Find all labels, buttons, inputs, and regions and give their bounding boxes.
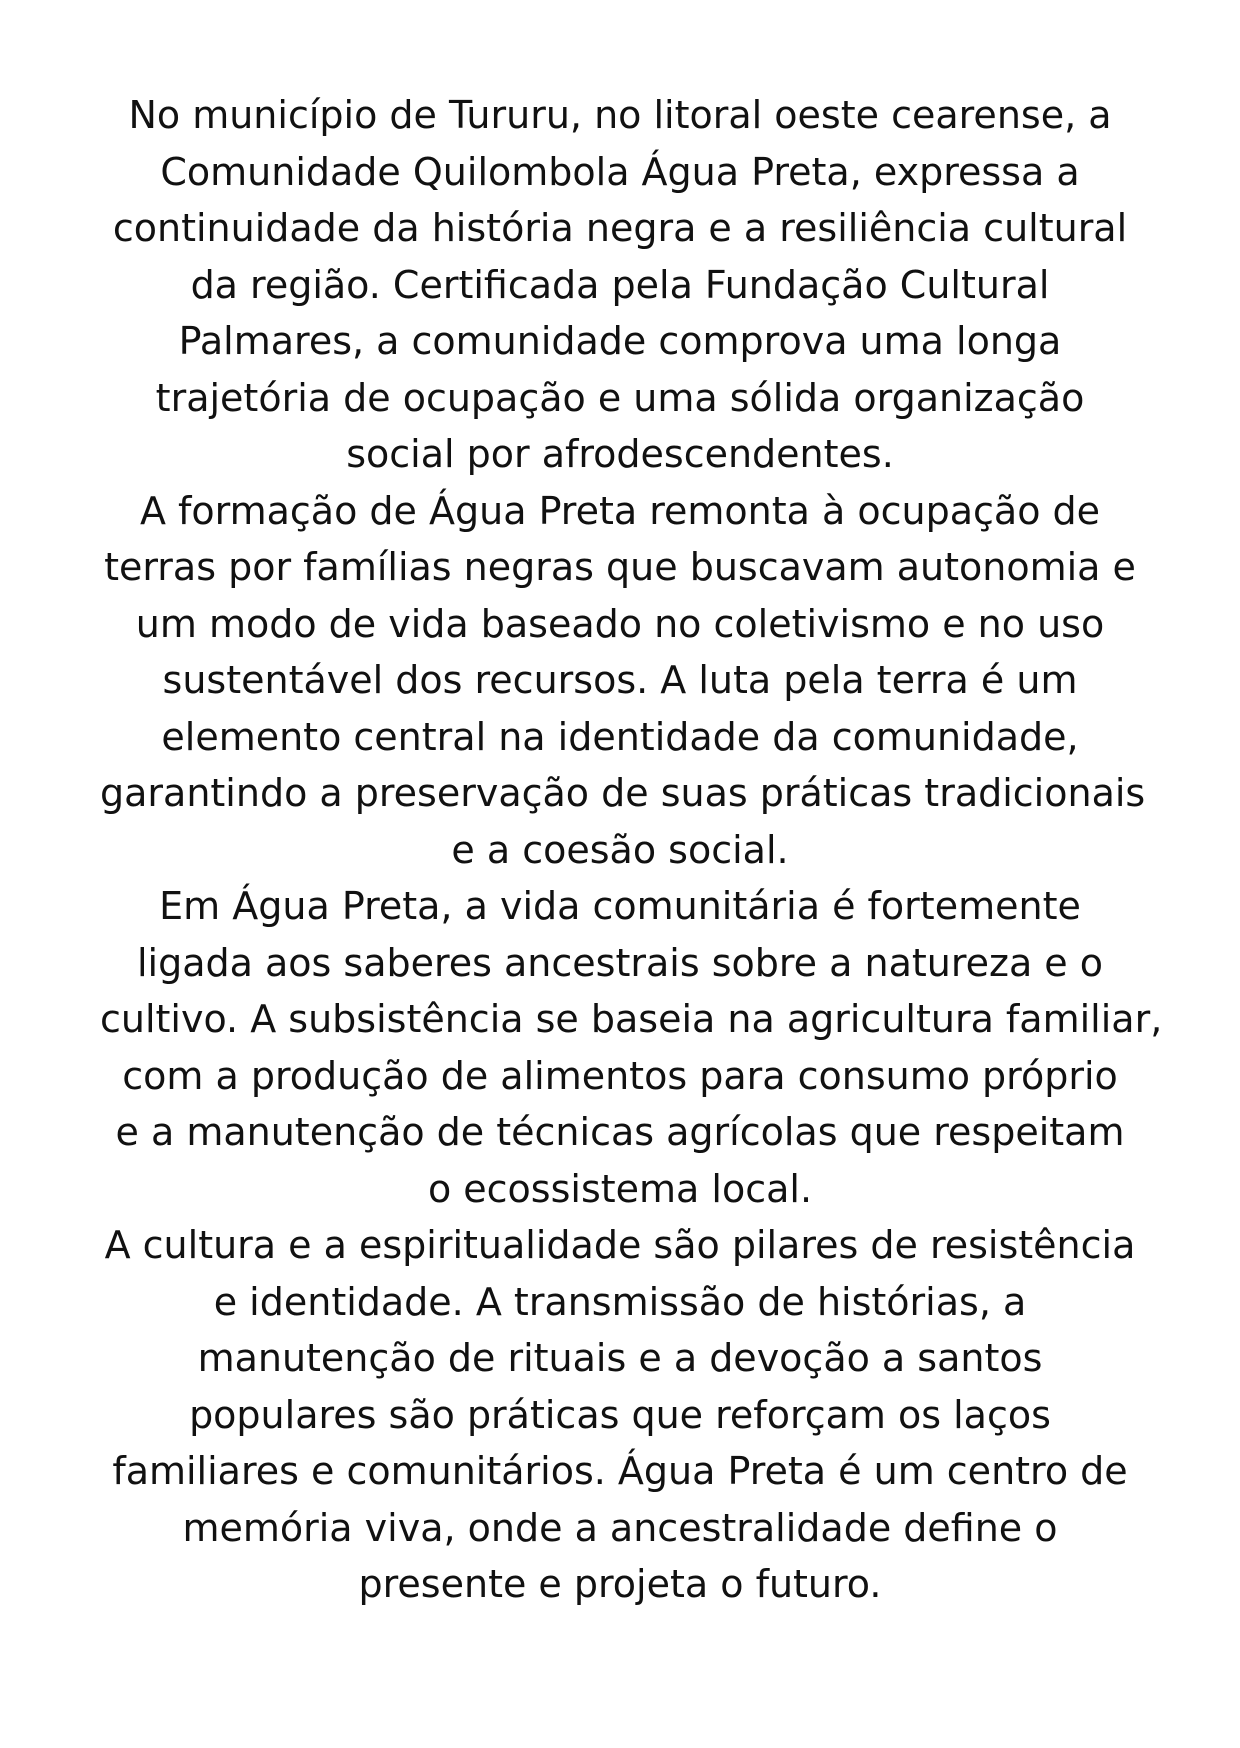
text-line: elemento central na identidade da comunidade, — [161, 714, 1079, 759]
text-line: da região. Certificada pela Fundação Cultural — [190, 262, 1050, 307]
text-line: garantindo a preservação de suas práticas tradicionais — [100, 771, 1146, 815]
text-line: ligada aos saberes ancestrais sobre a natureza e o — [136, 940, 1104, 985]
text-line: e a manutenção de técnicas agrícolas que respeitam — [115, 1110, 1125, 1154]
text-line: trajetória de ocupação e uma sólida organização — [155, 375, 1085, 420]
text-line: social por afrodescendentes. — [346, 432, 894, 476]
text-line: com a produção de alimentos para consumo próprio — [122, 1053, 1118, 1098]
text-line: manutenção de rituais e a devoção a santos — [197, 1336, 1043, 1380]
text-line: um modo de vida baseado no coletivismo e no uso — [135, 601, 1105, 646]
document-body — [100, 87, 1163, 1613]
text-line: familiares e comunitários. Água Preta é um centro de — [112, 1449, 1128, 1493]
paragraph-3 — [100, 878, 1163, 1217]
text-line: Palmares, a comunidade comprova uma longa — [178, 319, 1062, 363]
text-line: presente e projeta o futuro. — [358, 1562, 882, 1606]
text-line: A cultura e a espiritualidade são pilares de resistência — [104, 1223, 1136, 1267]
text-line: Comunidade Quilombola Água Preta, expressa a — [160, 149, 1080, 194]
text-line: A formação de Água Preta remonta à ocupação de — [139, 488, 1101, 533]
text-line: terras por famílias negras que buscavam autonomia e — [104, 545, 1136, 589]
text-line: populares são práticas que reforçam os laços — [189, 1392, 1051, 1437]
text-line: e identidade. A transmissão de histórias, a — [213, 1279, 1027, 1324]
paragraph-2 — [100, 483, 1146, 879]
text-line: sustentável dos recursos. A luta pela terra é um — [162, 658, 1078, 702]
text-line: o ecossistema local. — [427, 1166, 813, 1211]
paragraph-1 — [100, 87, 1140, 483]
paragraph-4 — [100, 1217, 1140, 1613]
text-line: No município de Tururu, no litoral oeste cearense, a — [128, 93, 1112, 137]
text-line: cultivo. A subsistência se baseia na agricultura familiar, — [100, 997, 1163, 1041]
text-line: memória viva, onde a ancestralidade define o — [182, 1505, 1058, 1550]
text-line: continuidade da história negra e a resiliência cultural — [112, 206, 1128, 250]
text-line: Em Água Preta, a vida comunitária é fortemente — [159, 884, 1081, 928]
text-line: e a coesão social. — [451, 827, 789, 872]
